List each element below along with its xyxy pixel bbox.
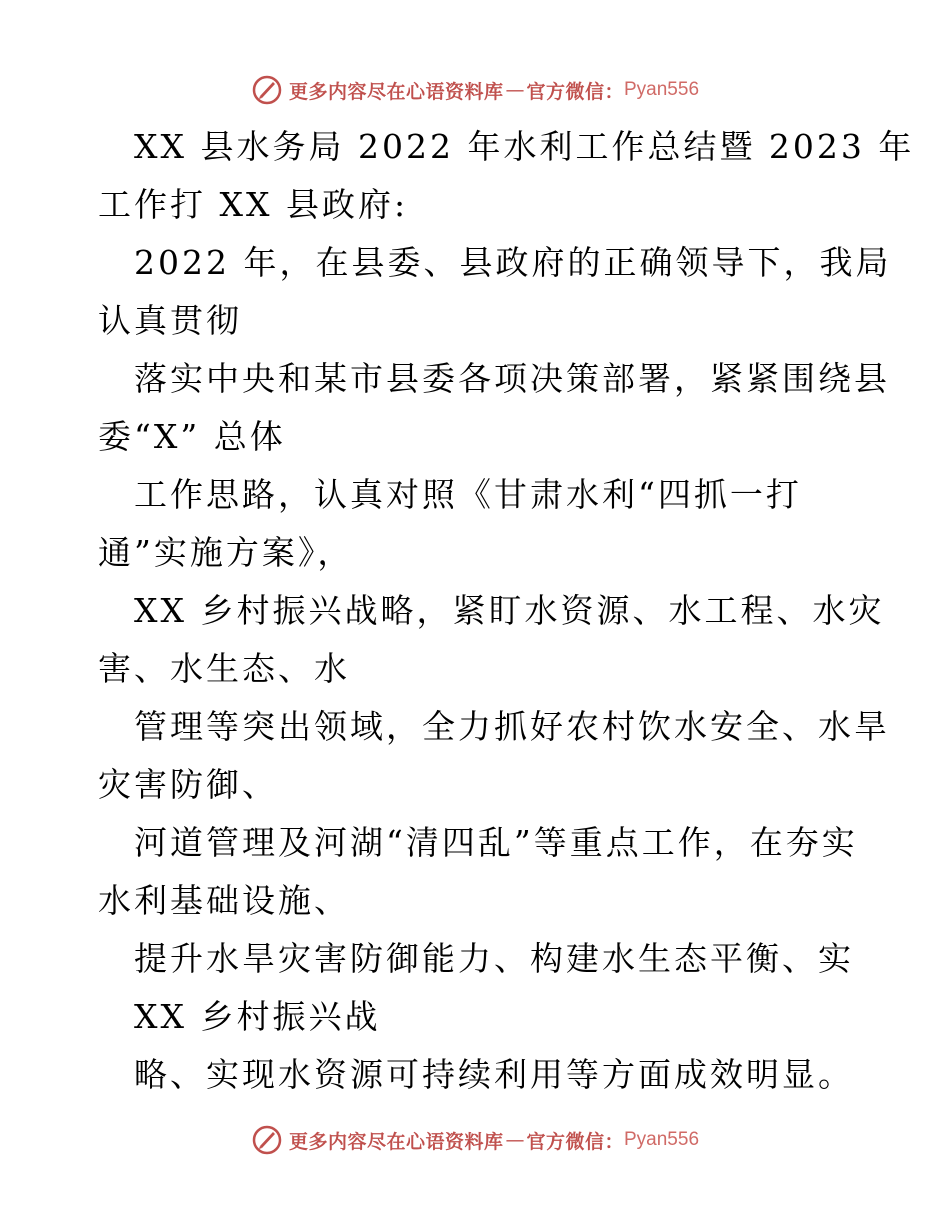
text-line: 管理等突出领域，全力抓好农村饮水安全、水旱 (134, 707, 890, 746)
text-line: 河道管理及河湖“清四乱”等重点工作，在夯实 (134, 823, 858, 862)
watermark-account: Pyan556 (624, 79, 700, 100)
text-line: 通”实施方案》， (98, 533, 354, 572)
text-line: XX 乡村振兴战 (134, 997, 381, 1036)
text-line: 认真贯彻 (98, 301, 242, 340)
text-line: 委“X” 总体 (98, 417, 286, 456)
text-line: 2022 年，在县委、县政府的正确领导下，我局 (134, 243, 892, 282)
quill-logo-icon (251, 74, 283, 106)
text-line: 落实中央和某市县委各项决策部署，紧紧围绕县 (134, 359, 890, 398)
text-line: 工作打 XX 县政府: (98, 185, 409, 224)
watermark-separator: — (505, 1129, 525, 1151)
text-line: 提升水旱灾害防御能力、构建水生态平衡、实 (134, 939, 854, 978)
text-line: 略、实现水资源可持续利用等方面成效明显。 (134, 1055, 854, 1094)
text-line: XX 乡村振兴战略，紧盯水资源、水工程、水灾 (134, 591, 885, 630)
text-line: 灾害防御、 (98, 765, 278, 804)
watermark-site-name: 更多内容尽在心语资料库 (288, 80, 504, 103)
watermark-separator: — (505, 79, 525, 101)
watermark-label: 官方微信： (526, 1130, 624, 1153)
text-line: 水利基础设施、 (98, 881, 350, 920)
text-line: XX 县水务局 2022 年水利工作总结暨 2023 年 (134, 127, 915, 166)
watermark-header (0, 70, 950, 110)
watermark-label: 官方微信： (526, 80, 624, 103)
watermark-account: Pyan556 (624, 1129, 700, 1150)
text-line: 工作思路，认真对照《甘肃水利“四抓一打 (134, 475, 802, 514)
quill-logo-icon (251, 1124, 283, 1156)
watermark-site-name: 更多内容尽在心语资料库 (288, 1130, 504, 1153)
text-line: 害、水生态、水 (98, 649, 350, 688)
watermark-footer (0, 1120, 950, 1160)
